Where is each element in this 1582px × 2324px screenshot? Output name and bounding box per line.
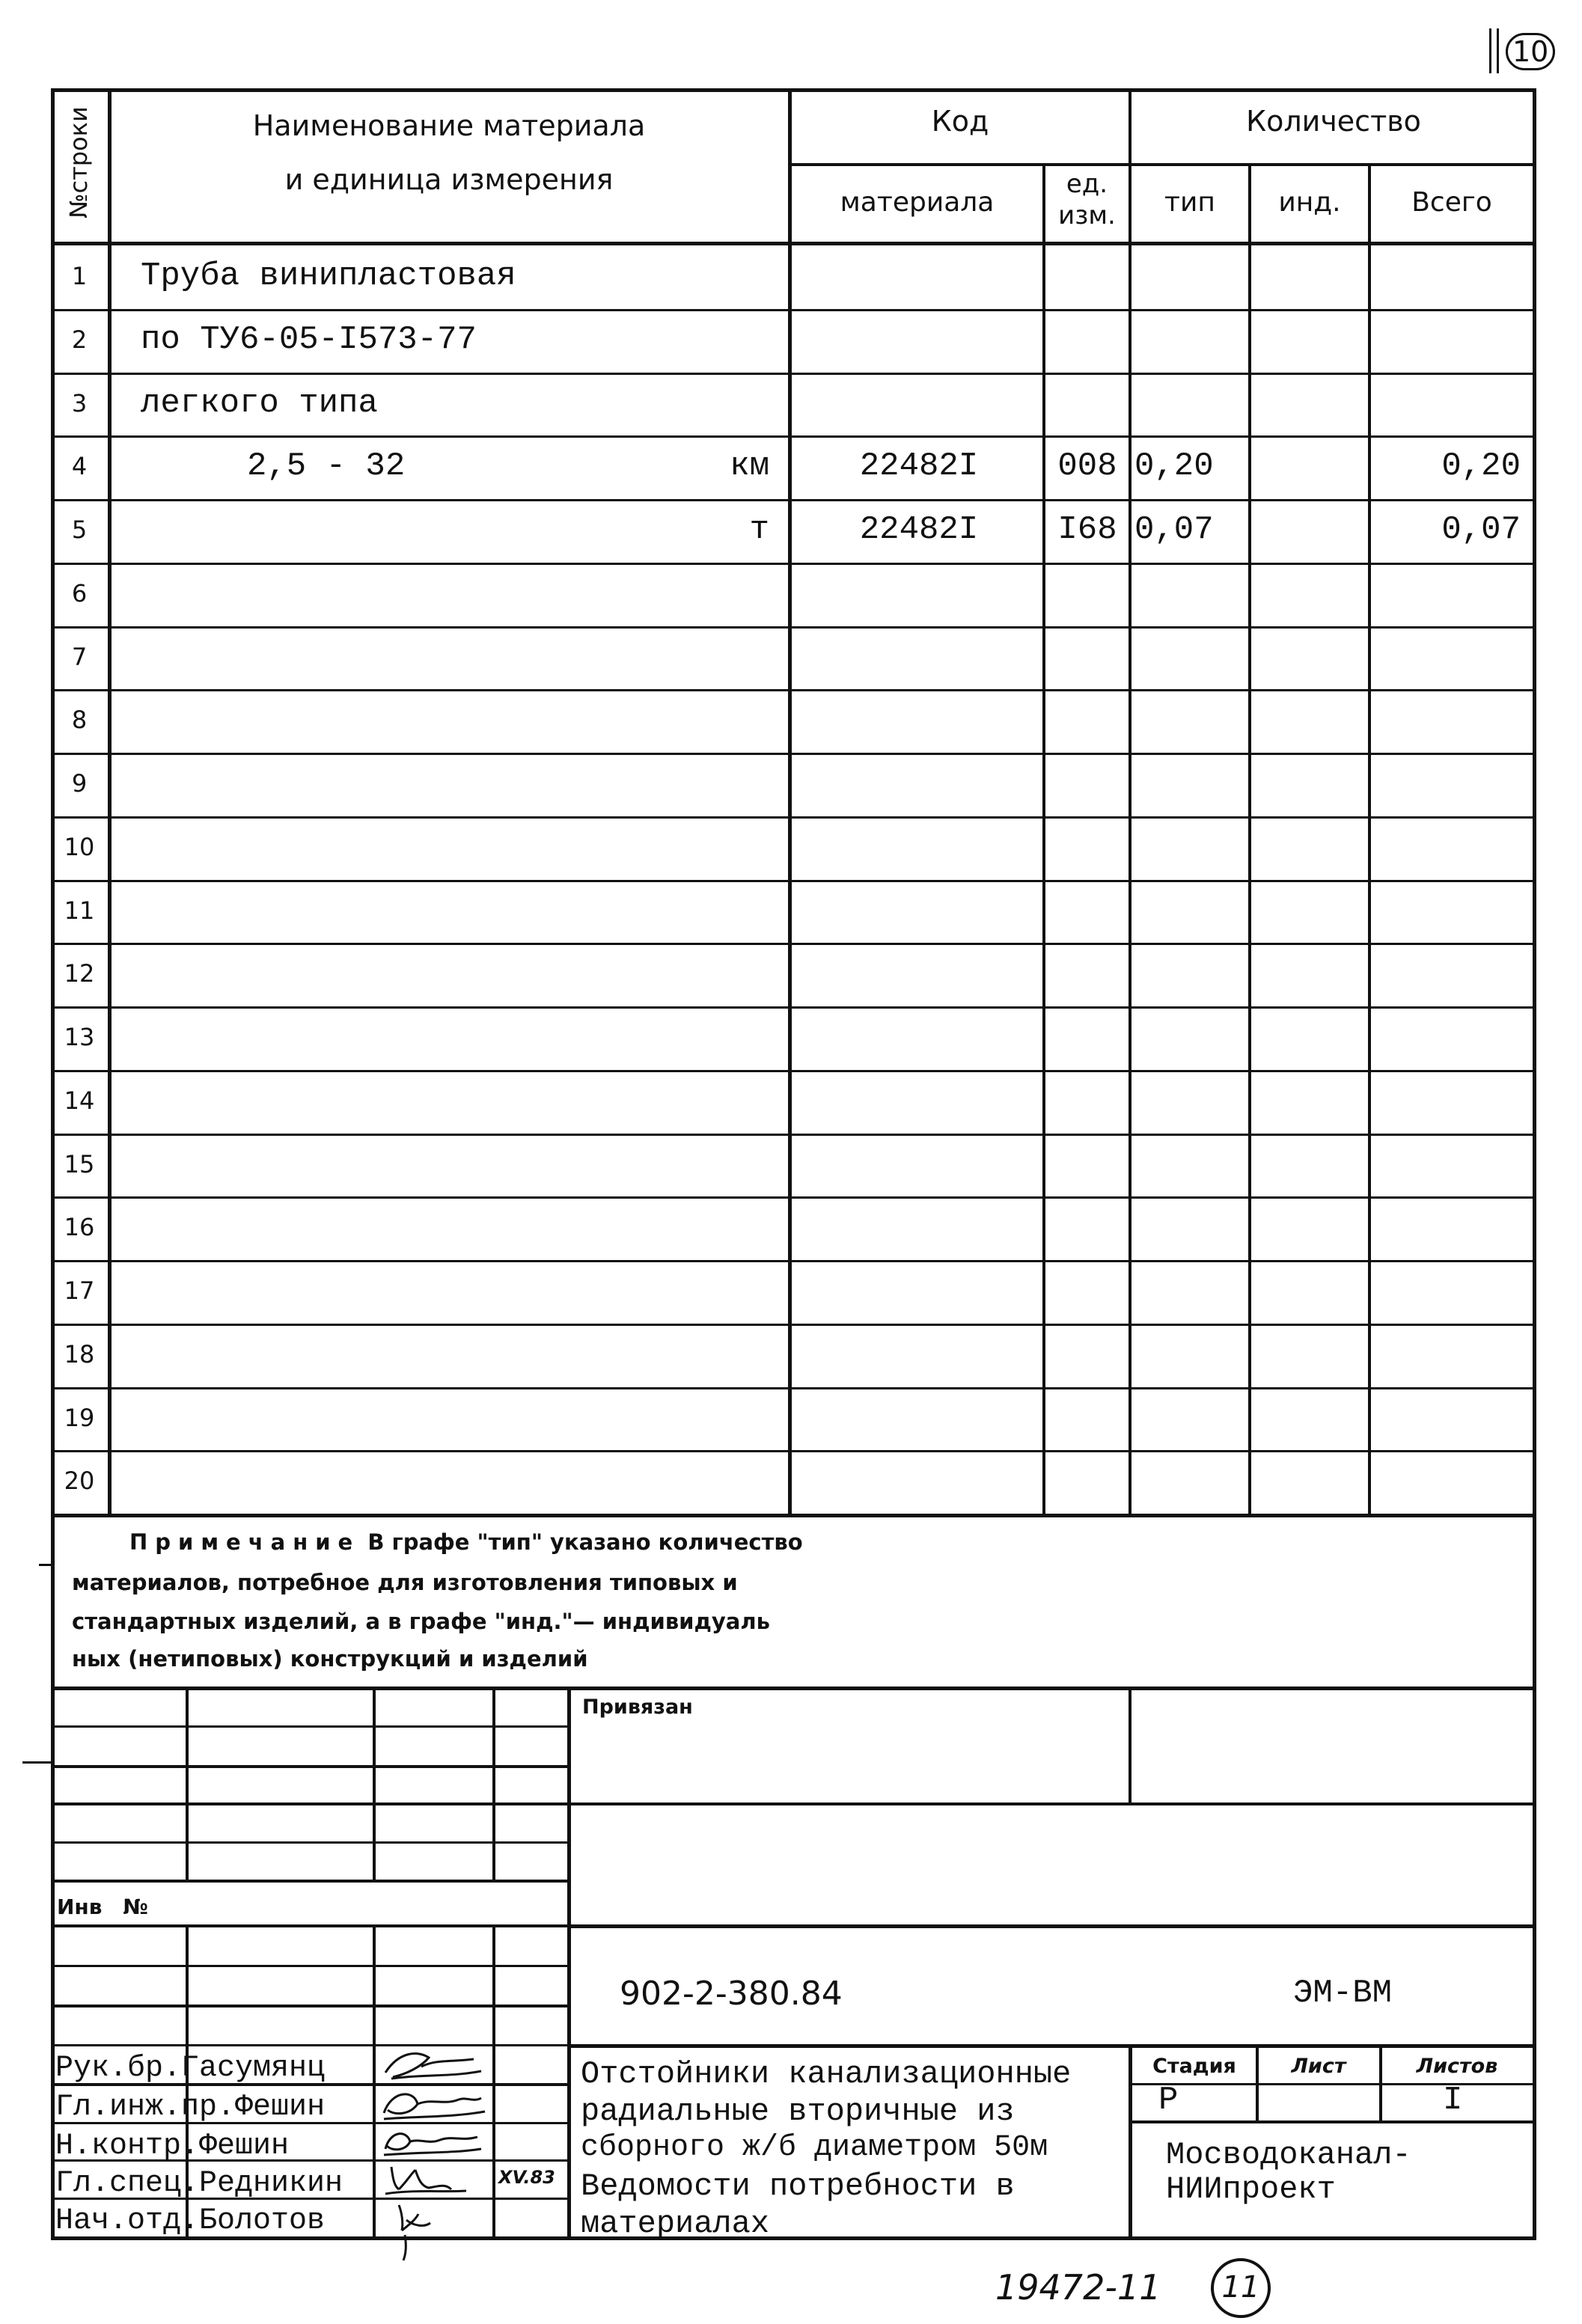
- row-total: 0,07: [1441, 511, 1521, 548]
- signature-gasumyants: [376, 2044, 489, 2085]
- row-number: 15: [64, 1149, 95, 1178]
- table-row: [51, 499, 1536, 563]
- title-line3: сборного ж/б диаметром 50м: [581, 2131, 1048, 2165]
- person-name: Гасумянц: [181, 2052, 326, 2085]
- table-row: [51, 816, 1536, 880]
- sheet-label: Лист: [1291, 2055, 1346, 2078]
- date-mark: XV.83: [498, 2167, 555, 2188]
- table-row: [51, 1196, 1536, 1260]
- person-name: Болотов: [199, 2204, 326, 2238]
- row-name: по ТУ6-05-I573-77: [141, 320, 477, 358]
- signature-bolotov: [376, 2198, 489, 2265]
- header-unit-line2: изм.: [1058, 201, 1116, 230]
- note-label: Примечание: [129, 1529, 361, 1555]
- privyazan-label: Привязан: [582, 1695, 693, 1719]
- row-number: 9: [71, 769, 88, 798]
- table-row: [51, 1070, 1536, 1134]
- row-code: 22482I: [859, 511, 979, 548]
- signature-feshin-1: [376, 2083, 489, 2124]
- person-name: Фешин: [199, 2129, 290, 2163]
- row-number: 14: [64, 1086, 95, 1115]
- header-name-line2: и единица измерения: [284, 163, 614, 196]
- note-block: [51, 1517, 1536, 1690]
- margin-tick-1: [39, 1564, 54, 1566]
- row-code: 22482I: [859, 447, 979, 486]
- header-ind: инд.: [1278, 187, 1341, 218]
- sheets-label: Листов: [1416, 2055, 1498, 2078]
- table-row: [51, 373, 1536, 436]
- materials-table: [51, 88, 1536, 1517]
- person-role: Н.контр.: [55, 2129, 200, 2163]
- person-role: Нач.отд.: [55, 2204, 200, 2238]
- table-row: [51, 1006, 1536, 1070]
- sheet-mark: [1489, 28, 1549, 73]
- person-role: Рук.бр.: [55, 2052, 182, 2085]
- row-number: 18: [64, 1339, 95, 1369]
- person-role: Гл.спец.: [55, 2167, 200, 2201]
- title-block: [51, 1687, 1536, 2240]
- row-name: Труба винипластовая: [141, 257, 516, 295]
- footer-number: 19472-11: [995, 2267, 1161, 2308]
- row-number: 11: [64, 896, 95, 925]
- row-unit-code: I68: [1057, 511, 1117, 548]
- table-row: [51, 943, 1536, 1006]
- organization-line2: НИИпроект: [1166, 2171, 1336, 2207]
- table-row: [51, 1134, 1536, 1197]
- row-number: 16: [64, 1213, 95, 1242]
- table-row: [51, 435, 1536, 499]
- header-total: Всего: [1411, 187, 1492, 218]
- table-row: [51, 626, 1536, 690]
- title-line1: Отстойники канализационные: [581, 2056, 1072, 2092]
- row-type: 0,20: [1134, 447, 1214, 486]
- title-line4: Ведомости потребности в: [581, 2168, 1015, 2204]
- row-unit: т: [749, 511, 769, 548]
- inventory-number-label: Инв №: [57, 1895, 148, 1919]
- header-row-number: №строки: [64, 106, 93, 218]
- table-row: [51, 1450, 1536, 1514]
- row-number: 8: [71, 706, 88, 735]
- row-unit: км: [730, 447, 769, 486]
- table-row: [51, 1260, 1536, 1324]
- header-quantity: Количество: [1246, 105, 1421, 138]
- footer-circled-text: 11: [1221, 2270, 1260, 2305]
- row-name: 2,5 - 32: [247, 447, 406, 486]
- table-row: [51, 1324, 1536, 1387]
- note-line4: ных (нетиповых) конструкций и изделий: [72, 1646, 588, 1672]
- table-row: [51, 880, 1536, 944]
- table-row: [51, 689, 1536, 753]
- stage-value: Р: [1158, 2082, 1179, 2119]
- row-name: легкого типа: [141, 384, 378, 422]
- row-number: 17: [64, 1276, 95, 1305]
- row-number: 19: [64, 1403, 95, 1432]
- row-number: 4: [71, 452, 88, 481]
- title-line2: радиальные вторичные из: [581, 2094, 1015, 2129]
- note-line3: стандартных изделий, а в графе "инд."— индивидуаль: [72, 1609, 770, 1634]
- header-unit-line1: ед.: [1066, 169, 1108, 199]
- row-number: 7: [71, 642, 88, 671]
- row-total: 0,20: [1441, 447, 1521, 486]
- row-number: 1: [71, 262, 88, 290]
- table-row: [51, 563, 1536, 626]
- person-entry: [55, 2204, 325, 2238]
- sheets-value: I: [1443, 2082, 1463, 2119]
- note-line1: В графе "тип" указано количество: [367, 1529, 803, 1555]
- table-row: [51, 1387, 1536, 1451]
- title-line5: материалах: [581, 2206, 770, 2242]
- margin-tick-2: [22, 1761, 52, 1764]
- person-name: Редникин: [199, 2167, 343, 2201]
- footer-circled-number: [1211, 2258, 1271, 2318]
- row-number: 5: [71, 516, 88, 544]
- row-type: 0,07: [1134, 511, 1214, 548]
- header-type: тип: [1164, 187, 1215, 218]
- document-code: 902-2-380.84: [620, 1975, 843, 2013]
- table-row: [51, 753, 1536, 816]
- header-name-line1: Наименование материала: [252, 109, 646, 142]
- table-row: [51, 309, 1536, 373]
- table-row: [51, 245, 1536, 309]
- row-number: 12: [64, 959, 95, 988]
- row-number: 20: [64, 1467, 95, 1496]
- signature-feshin-2: [376, 2122, 489, 2161]
- note-line2: материалов, потребное для изготовления типовых и: [72, 1570, 738, 1595]
- header-code: Код: [931, 105, 989, 138]
- organization-line1: Мосводоканал-: [1166, 2137, 1411, 2173]
- row-number: 13: [64, 1023, 95, 1051]
- row-number: 3: [71, 388, 88, 418]
- row-unit-code: 008: [1057, 447, 1117, 486]
- signature-rednikin: [376, 2159, 489, 2198]
- person-name: Фешин: [235, 2091, 326, 2124]
- header-code-material: материала: [840, 187, 995, 218]
- row-number: 10: [64, 832, 95, 861]
- document-mark: ЭМ-ВМ: [1293, 1975, 1393, 2012]
- person-role: Гл.инж.пр.: [55, 2091, 236, 2124]
- person-entry: [55, 2052, 325, 2085]
- row-number: 2: [71, 325, 88, 354]
- sheet-mark-text: 10: [1506, 33, 1555, 70]
- person-entry: [55, 2129, 289, 2163]
- row-number: 6: [71, 578, 88, 608]
- person-entry: [55, 2091, 325, 2124]
- stage-label: Стадия: [1152, 2055, 1236, 2078]
- person-entry: [55, 2167, 343, 2201]
